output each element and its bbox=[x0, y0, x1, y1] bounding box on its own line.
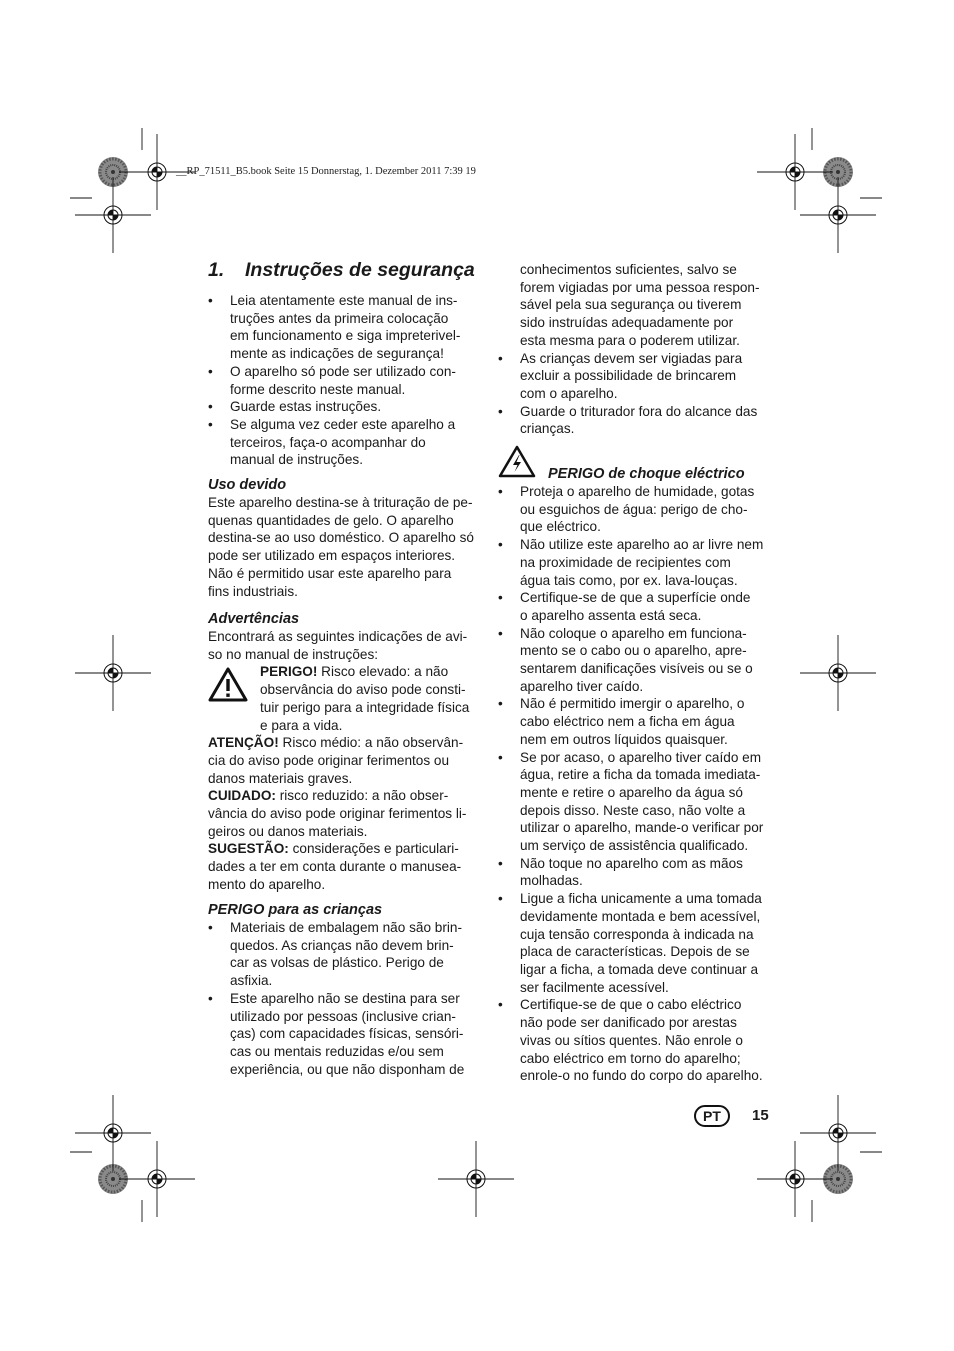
language-badge: PT bbox=[694, 1105, 730, 1127]
section-number: 1. bbox=[208, 259, 225, 281]
perigo-label: PERIGO! bbox=[260, 664, 318, 680]
electric-hazard-icon bbox=[498, 445, 548, 483]
list-item: • As crianças devem ser vigiadas para excluir a possibilidade de brincarem com o aparelho. bbox=[498, 350, 770, 403]
sugestao-label: SUGESTÃO: bbox=[208, 841, 289, 857]
list-item: • Guarde o triturador fora do alcance das crianças. bbox=[498, 403, 770, 438]
cuidado-text: risco reduzido: a não obser- vância do aviso pode originar ferimentos li- geiros ou danos materiais. bbox=[208, 788, 467, 839]
intended-use-section bbox=[208, 476, 483, 600]
list-item: • Guarde estas instruções. bbox=[208, 398, 483, 416]
list-item: • Não utilize este aparelho ao ar livre nem na proximidade de recipientes com água tais como, por ex. lava-louças. bbox=[498, 536, 770, 589]
atencao-text: Risco médio: a não observân- cia do aviso pode originar ferimentos ou danos materiais graves. bbox=[208, 735, 464, 786]
electric-heading: PERIGO de choque eléctrico bbox=[548, 466, 745, 482]
children-heading: PERIGO para as crianças bbox=[208, 902, 383, 918]
intended-use-heading: Uso devido bbox=[208, 477, 287, 493]
list-item: • Não é permitido imergir o aparelho, o cabo eléctrico nem a ficha em água nem em outros líquidos quaisquer. bbox=[498, 695, 770, 748]
perigo-text: Risco elevado: a não observância do aviso pode consti- tuir perigo para a integridade física e para a vida. bbox=[260, 664, 470, 733]
print-header: __RP_71511_B5.book Seite 15 Donnerstag, 1. Dezember 2011 7:39 19 bbox=[176, 166, 476, 177]
page-title bbox=[208, 259, 475, 282]
warnings-intro: Encontrará as seguintes indicações de avi- so no manual de instruções: bbox=[208, 629, 468, 662]
page-number: 15 bbox=[752, 1107, 769, 1124]
list-item: • Proteja o aparelho de humidade, gotas ou esguichos de água: perigo de cho- que eléctrico. bbox=[498, 483, 770, 536]
atencao-label: ATENÇÃO! bbox=[208, 735, 279, 751]
list-item: • Se alguma vez ceder este aparelho a terceiros, faça-o acompanhar do manual de instruções. bbox=[208, 416, 483, 469]
list-item: • Materiais de embalagem não são brin- quedos. As crianças não devem brin- car as volsas de plástico. Perigo de asfixia. bbox=[208, 919, 483, 990]
section-title: Instruções de segurança bbox=[245, 259, 475, 281]
warning-triangle-icon bbox=[208, 663, 260, 734]
warnings-heading: Advertências bbox=[208, 611, 300, 627]
list-item: • Certifique-se de que o cabo eléctrico não pode ser danificado por arestas vivas ou sítios quentes. Não enrole o cabo eléctrico em torno do aparelho; enrole-o no fundo do corpo do aparelho. bbox=[498, 996, 770, 1085]
list-item: • Não toque no aparelho com as mãos molhadas. bbox=[498, 855, 770, 890]
perigo-row bbox=[208, 663, 483, 734]
intro-list bbox=[208, 292, 483, 469]
list-item: • Certifique-se de que a superfície onde o aparelho assenta está seca. bbox=[498, 589, 770, 624]
list-item: • Este aparelho não se destina para ser utilizado por pessoas (inclusive crian- ças) com capacidades físicas, sensóri- cas ou mentais reduzidas e/ou sem experiência, ou que não disponham de bbox=[208, 990, 483, 1079]
cuidado-label: CUIDADO: bbox=[208, 788, 276, 804]
electric-section bbox=[498, 451, 770, 1085]
children-continued bbox=[498, 261, 770, 438]
list-item: • Ligue a ficha unicamente a uma tomada devidamente montada e bem acessível, cuja tensão corresponda à indicada na placa de características. Depois de se ligar a ficha, a tomada deve continuar a ser facilmente acessível. bbox=[498, 890, 770, 996]
list-item: • Não coloque o aparelho em funciona- mento se o cabo ou o aparelho, apre- sentarem danificações visíveis ou se o aparelho tiver caído. bbox=[498, 625, 770, 696]
list-item: • Se por acaso, o aparelho tiver caído em água, retire a ficha da tomada imediata- mente e retire o aparelho da água só depois disso. Neste caso, não volte a utilizar o aparelho, mande-o verificar por um serviço de assistência qualificado. bbox=[498, 749, 770, 855]
list-item-continuation: conhecimentos suficientes, salvo se forem vigiadas por uma pessoa respon- sável pela sua segurança ou tiverem sido instruídas adequadamente por esta mesma para o poderem utilizar. bbox=[520, 262, 760, 348]
list-item: • Leia atentamente este manual de ins- truções antes da primeira colocação em funcionamento e siga impreterivel- mente as indicações de segurança! bbox=[208, 292, 483, 363]
children-section bbox=[208, 901, 483, 1078]
sugestao-text: considerações e particulari- dades a ter em conta durante o manusea- mento do aparelho. bbox=[208, 841, 462, 892]
list-item: • O aparelho só pode ser utilizado con- forme descrito neste manual. bbox=[208, 363, 483, 398]
warnings-section bbox=[208, 610, 483, 894]
intended-use-text: Este aparelho destina-se à trituração de pe- quenas quantidades de gelo. O aparelho destina-se ao uso doméstico. O aparelho só pode ser utilizado em espaços interiores. Não é permitido usar este aparelho para fins industriais. bbox=[208, 495, 474, 599]
electric-heading-row bbox=[498, 451, 770, 483]
